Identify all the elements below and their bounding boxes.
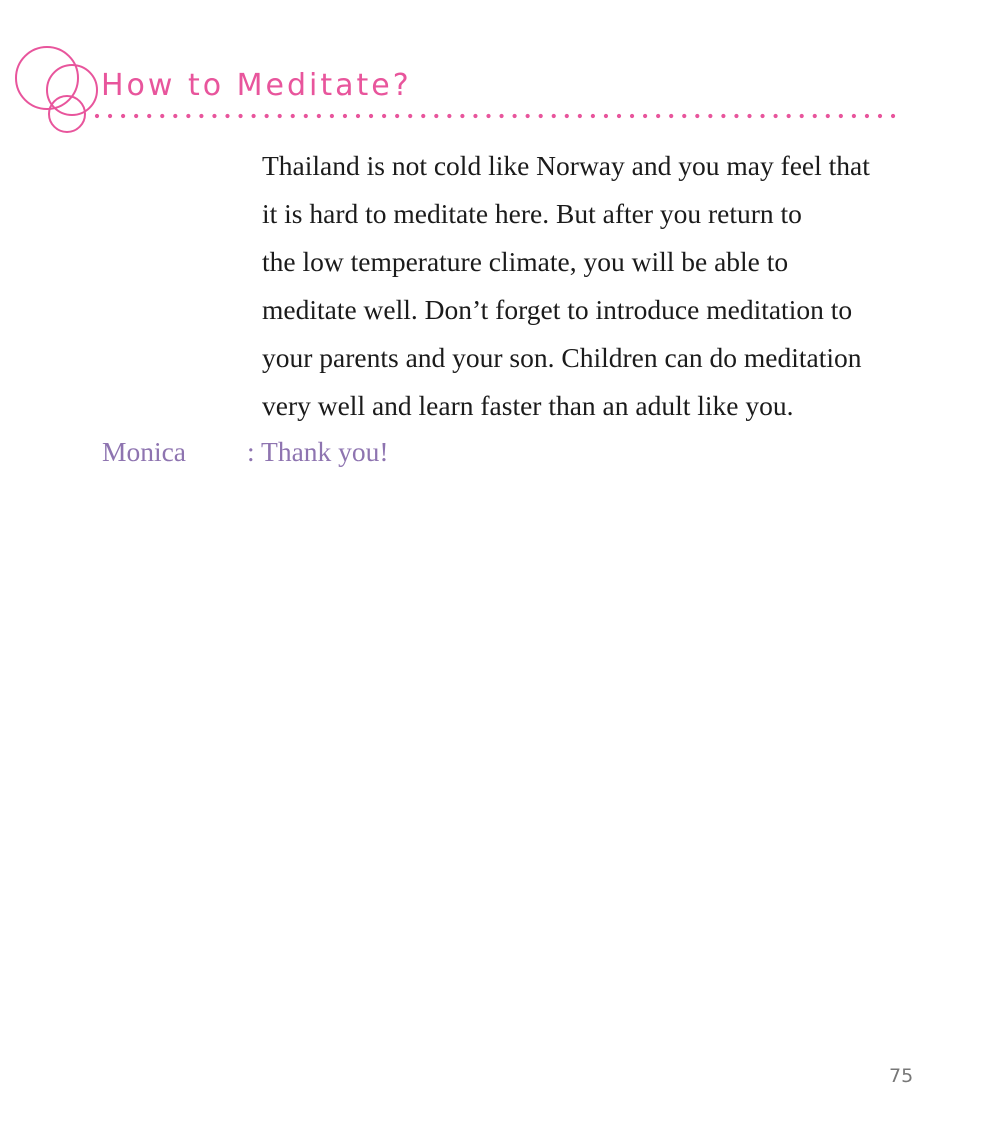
- paragraph-line: it is hard to meditate here. But after you return to: [262, 198, 802, 229]
- dotted-divider: [94, 110, 904, 122]
- page-title: How to Meditate?: [101, 68, 412, 103]
- paragraph-line: the low temperature climate, you will be able to: [262, 246, 789, 277]
- paragraph-line: very well and learn faster than an adult like you.: [262, 390, 794, 421]
- speech-paragraph: [262, 142, 922, 430]
- reply-speaker-name: Monica: [102, 436, 187, 467]
- page-number: 75: [889, 1065, 914, 1087]
- reply-text: : Thank you!: [247, 436, 389, 467]
- overlapping-circles-icon: [12, 40, 102, 135]
- paragraph-line: Thailand is not cold like Norway and you may feel that: [262, 150, 870, 181]
- paragraph-line: your parents and your son. Children can do meditation: [262, 342, 862, 373]
- paragraph-line: meditate well. Don’t forget to introduce meditation to: [262, 294, 853, 325]
